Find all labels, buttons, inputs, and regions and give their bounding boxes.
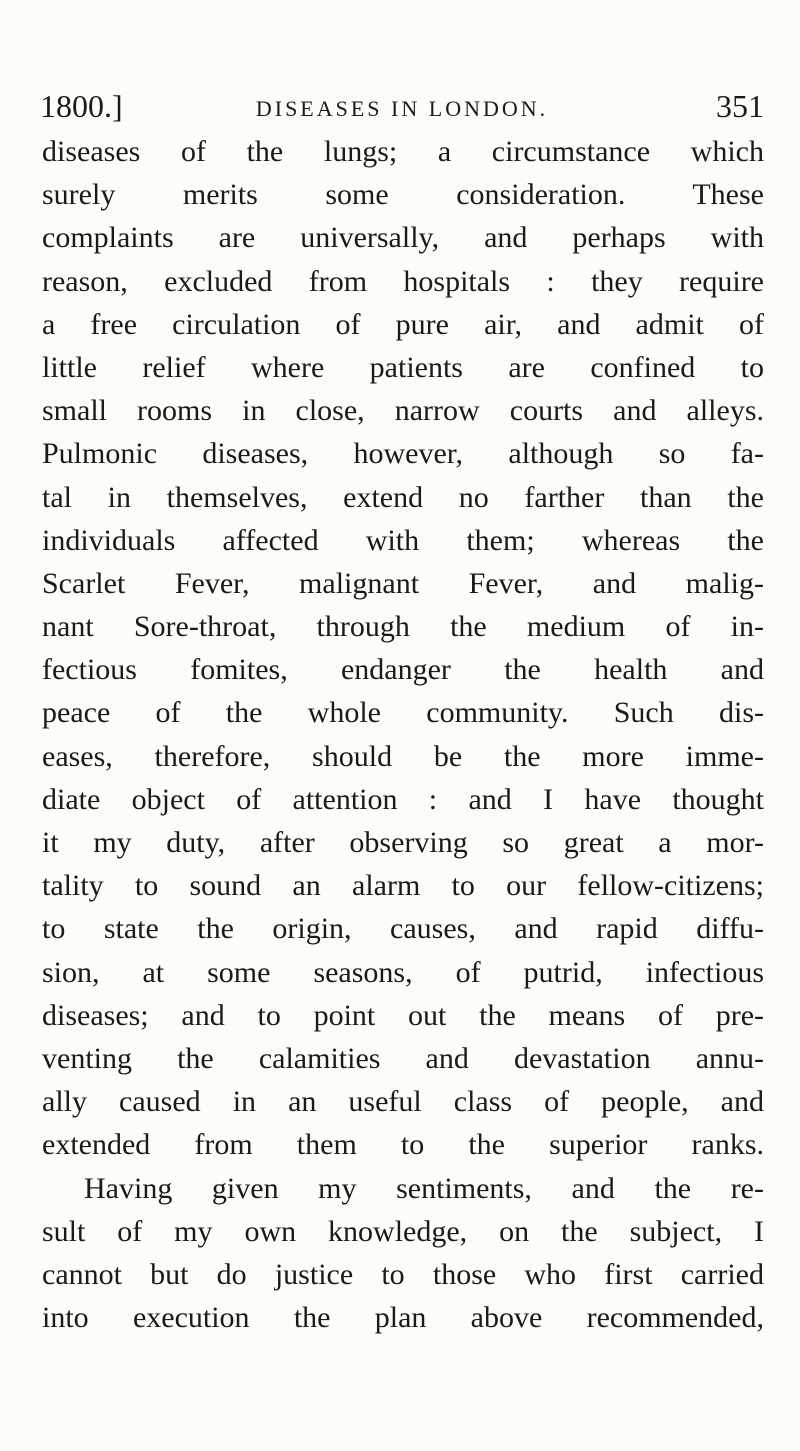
text-line: ally caused in an useful class of people, and: [42, 1085, 764, 1119]
text-line: fectious fomites, endanger the health and: [42, 653, 764, 687]
page-number: 351: [716, 88, 764, 124]
text-line: cannot but do justice to those who first carried: [42, 1257, 764, 1291]
text-line: diate object of attention : and I have thought: [42, 782, 764, 816]
text-line: eases, therefore, should be the more imme-: [42, 739, 764, 773]
text-line: tal in themselves, extend no farther than the: [42, 480, 764, 514]
text-line: surely merits some consideration. These: [42, 178, 764, 212]
text-line: sion, at some seasons, of putrid, infectious: [42, 955, 764, 989]
running-head-year: 1800.]: [40, 88, 123, 124]
text-line: little relief where patients are confined to: [42, 350, 764, 384]
text-line: diseases; and to point out the means of pre-: [42, 998, 764, 1032]
text-line: diseases of the lungs; a circumstance which: [42, 135, 764, 168]
text-line: a free circulation of pure air, and admit of: [42, 307, 764, 341]
text-line-paragraph-start: Having given my sentiments, and the re-: [84, 1171, 764, 1205]
body-text: [42, 130, 764, 1339]
text-line: nant Sore-throat, through the medium of in-: [42, 610, 764, 644]
running-head: [40, 88, 764, 132]
text-line: peace of the whole community. Such dis-: [42, 696, 764, 730]
text-line: it my duty, after observing so great a mor-: [42, 826, 764, 859]
text-line: into execution the plan above recommended,: [42, 1301, 764, 1335]
text-line: Pulmonic diseases, however, although so fa-: [42, 437, 764, 471]
text-line: small rooms in close, narrow courts and alleys.: [42, 394, 764, 428]
text-line: sult of my own knowledge, on the subject, I: [42, 1214, 764, 1248]
text-line: extended from them to the superior ranks.: [42, 1128, 764, 1162]
text-line: individuals affected with them; whereas the: [42, 523, 764, 557]
text-line: reason, excluded from hospitals : they require: [42, 264, 764, 298]
text-line: Scarlet Fever, malignant Fever, and malig-: [42, 566, 764, 600]
text-line: to state the origin, causes, and rapid diffu-: [42, 912, 764, 946]
text-line: venting the calamities and devastation annu-: [42, 1041, 764, 1075]
running-head-title: DISEASES IN LONDON.: [255, 96, 549, 121]
text-line: tality to sound an alarm to our fellow-citizens;: [42, 869, 764, 903]
text-line: complaints are universally, and perhaps with: [42, 221, 764, 255]
